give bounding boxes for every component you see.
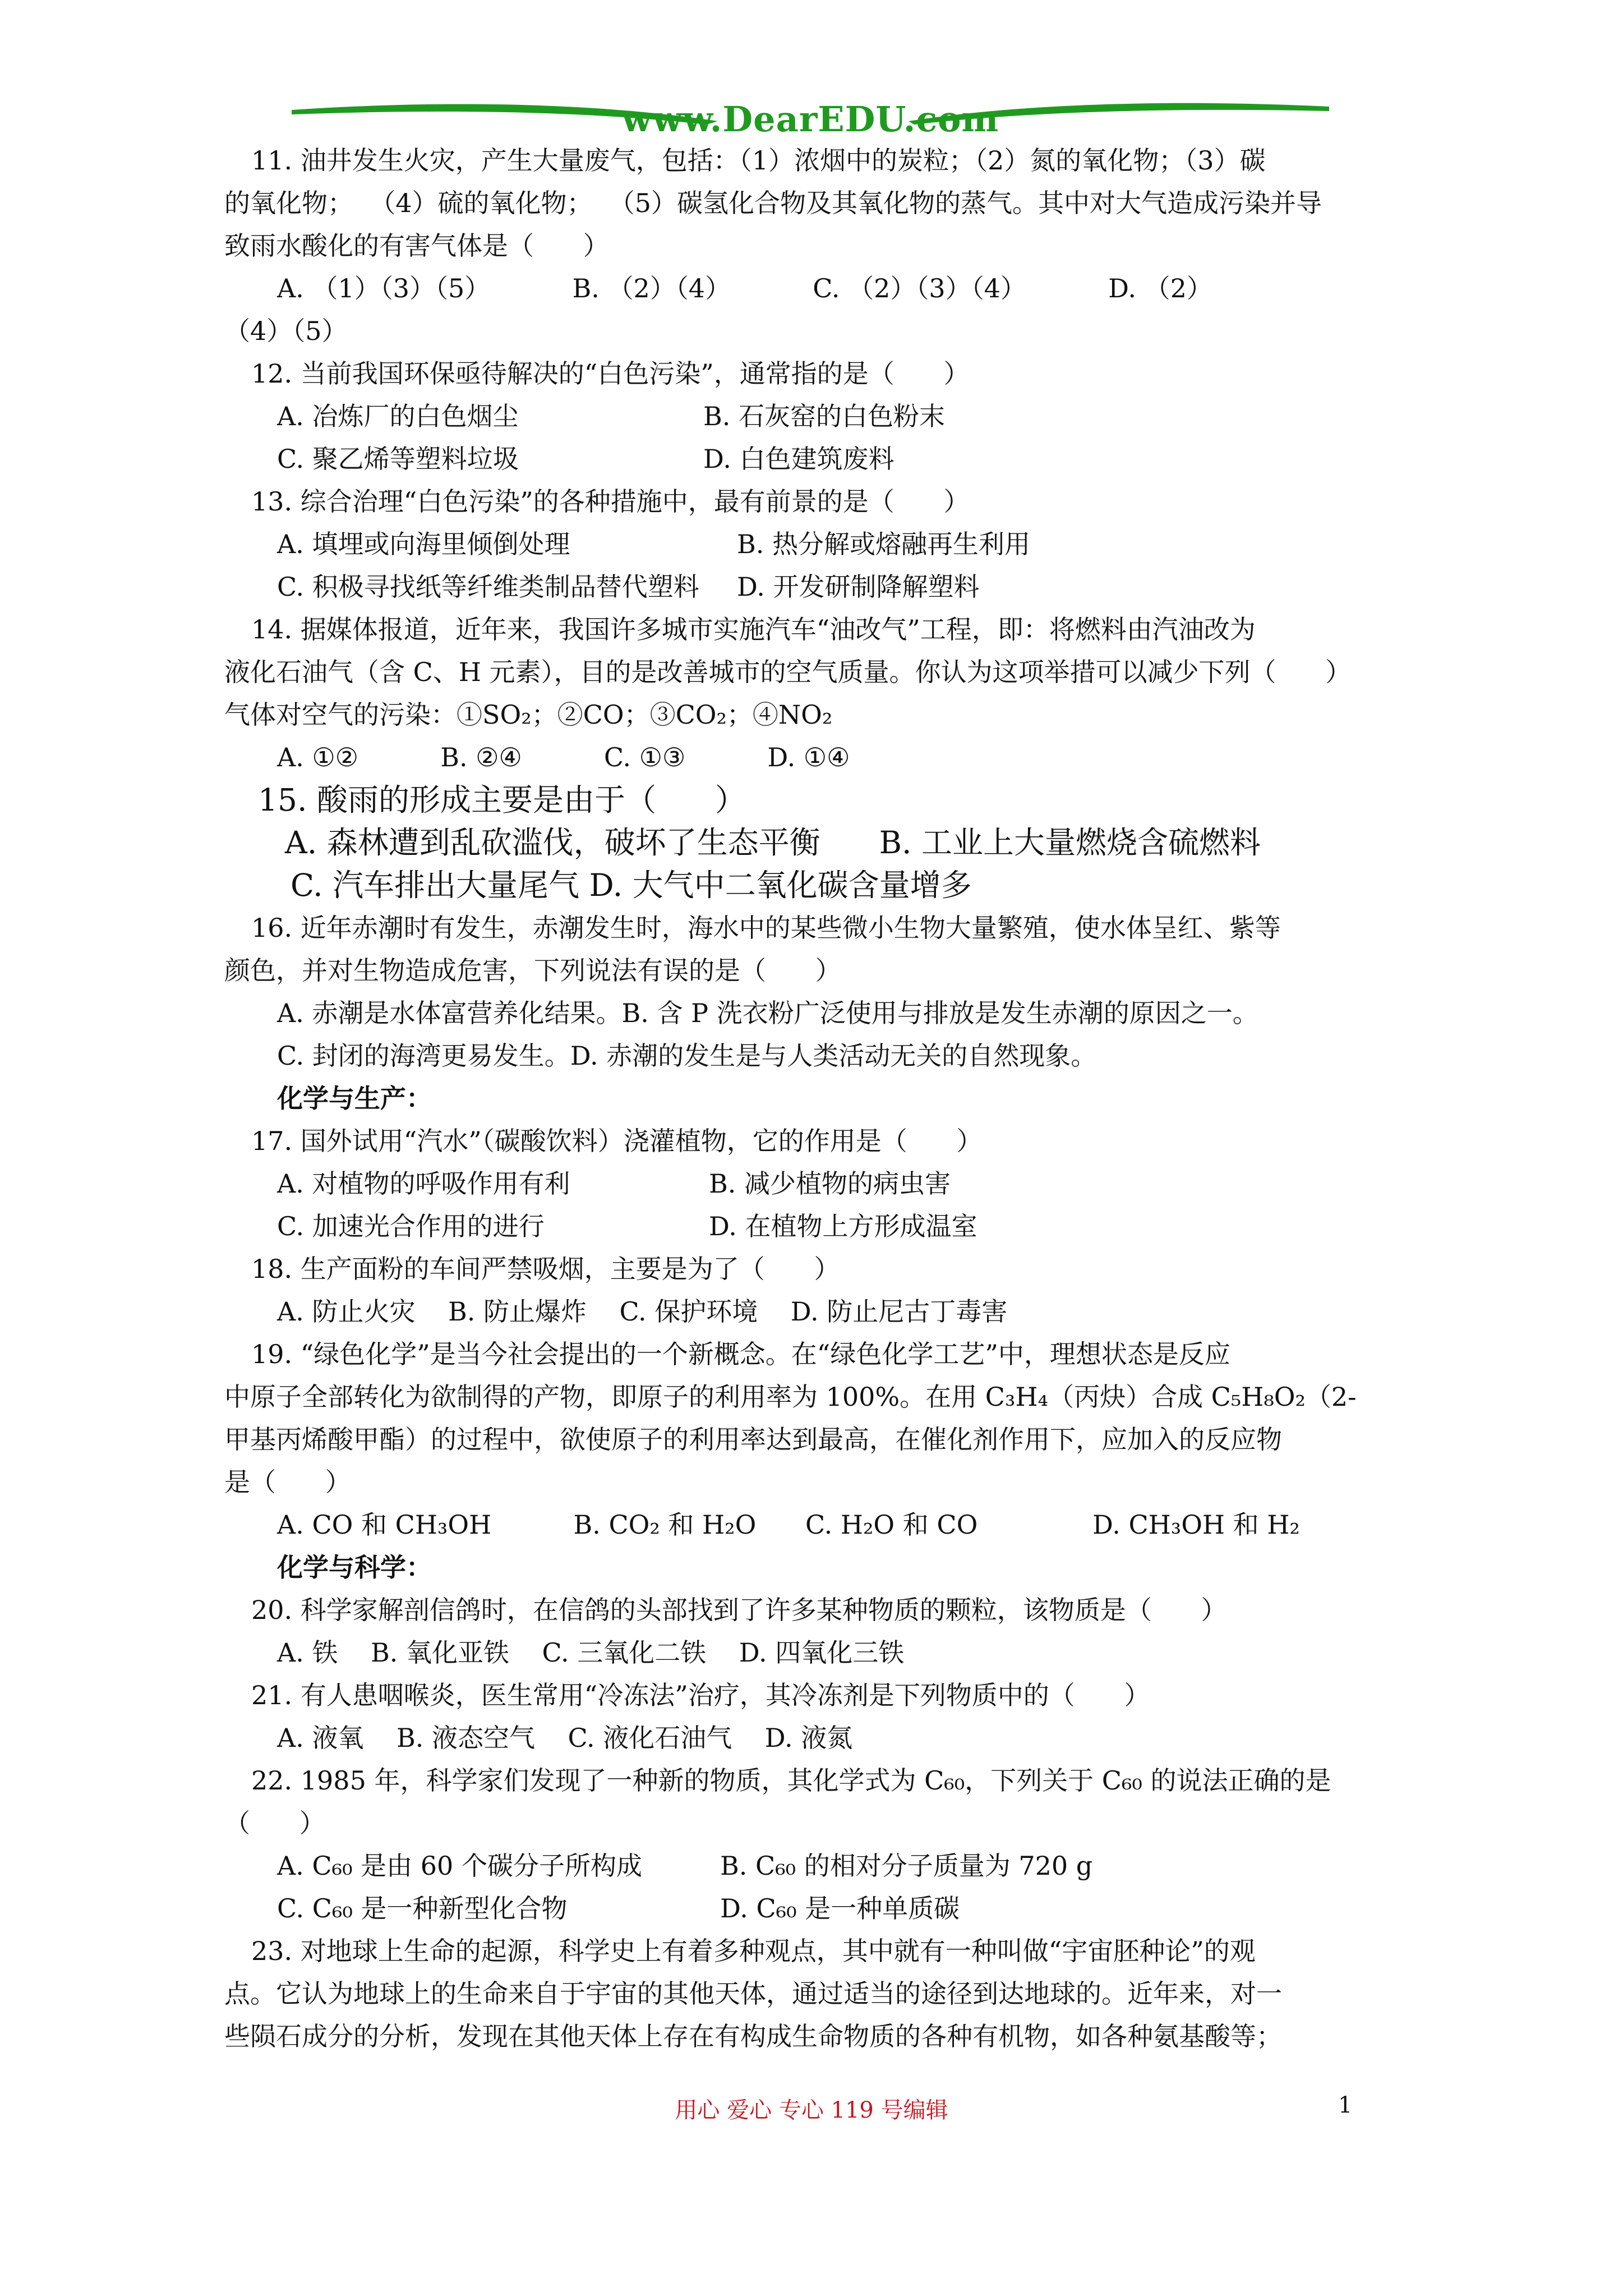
q14-line-1: 14. 据媒体报道，近年来，我国许多城市实施汽车“油改气”工程，即：将燃料由汽油改为 (251, 614, 1256, 645)
q13-options-row-2 (224, 565, 1436, 608)
q21-options: A. 液氧 B. 液态空气 C. 液化石油气 D. 液氮 (277, 1723, 853, 1753)
q21-stem: 21. 有人患咽喉炎，医生常用“冷冻法”治疗，其冷冻剂是下列物质中的（ ） (251, 1680, 1150, 1710)
q19-options: A. CO 和 CH₃OH B. CO₂ 和 H₂O C. H₂O 和 CO D. CH₃OH 和 H₂ (277, 1510, 1300, 1540)
header-banner (292, 95, 1329, 146)
q12-options-row-2 (224, 438, 1436, 480)
q18-stem: 18. 生产面粉的车间严禁吸烟，主要是为了（ ） (251, 1254, 840, 1284)
q13-stem: 13. 综合治理“白色污染”的各种措施中，最有前景的是（ ） (251, 486, 970, 517)
q13-options-row-1 (224, 523, 1436, 565)
q12-option-c: C. 聚乙烯等塑料垃圾 (277, 444, 519, 474)
q20-stem: 20. 科学家解剖信鸽时，在信鸽的头部找到了许多某种物质的颗粒，该物质是（ ） (251, 1595, 1227, 1625)
q14-line-2: 液化石油气（含 C、H 元素），目的是改善城市的空气质量。你认为这项举措可以减少下列（ ） (224, 657, 1352, 687)
q17-option-d: D. 在植物上方形成温室 (709, 1211, 978, 1241)
page-number: 1 (1338, 2092, 1353, 2118)
q12-option-d: D. 白色建筑废料 (703, 444, 895, 474)
q23-line-3: 些陨石成分的分析，发现在其他天体上存在有构成生命物质的各种有机物，如各种氨基酸等； (224, 2021, 1282, 2051)
q13-option-b: B. 热分解或熔融再生利用 (737, 529, 1031, 559)
q19-line-4: 是（ ） (224, 1467, 351, 1497)
q15-stem: 15. 酸雨的形成主要是由于（ ） (258, 782, 746, 818)
q14-line-3: 气体对空气的污染：①SO₂；②CO；③CO₂；④NO₂ (224, 700, 833, 730)
q11-line-2: 的氧化物； （4）硫的氧化物； （5）碳氢化合物及其氧化物的蒸气。其中对大气造成污染并导 (224, 188, 1322, 218)
q22-line-1: 22. 1985 年，科学家们发现了一种新的物质，其化学式为 C₆₀，下列关于 C₆₀ 的说法正确的是 (251, 1765, 1331, 1796)
q11-options: A. （1）（3）（5） B. （2）（4） C. （2）（3）（4） D. （2） (277, 273, 1212, 303)
q13-option-d: D. 开发研制降解塑料 (737, 572, 980, 602)
q22-option-b: B. C₆₀ 的相对分子质量为 720 g (720, 1851, 1093, 1881)
q12-stem: 12. 当前我国环保亟待解决的“白色污染”，通常指的是（ ） (251, 358, 970, 389)
q12-option-b: B. 石灰窑的白色粉末 (703, 401, 946, 431)
q22-option-c: C. C₆₀ 是一种新型化合物 (277, 1893, 568, 1924)
q17-options-row-1 (224, 1162, 1436, 1205)
site-url[interactable]: www.DearEDU.com (621, 99, 999, 140)
q17-option-b: B. 减少植物的病虫害 (709, 1168, 951, 1199)
q14-options: A. ①② B. ②④ C. ①③ D. ①④ (277, 742, 850, 772)
q15-options-row-2: C. 汽车排出大量尾气 D. 大气中二氧化碳含量增多 (291, 867, 972, 903)
q22-line-2: （ ） (224, 1808, 325, 1838)
footer-text: 用心 爱心 专心 119 号编辑 (675, 2097, 948, 2123)
q16-options-row-2: C. 封闭的海湾更易发生。D. 赤潮的发生是与人类活动无关的自然现象。 (277, 1041, 1097, 1071)
q22-option-d: D. C₆₀ 是一种单质碳 (720, 1893, 960, 1924)
questions-body (224, 139, 1436, 2058)
section-heading-production: 化学与生产： (277, 1083, 432, 1114)
q20-options: A. 铁 B. 氧化亚铁 C. 三氧化二铁 D. 四氧化三铁 (277, 1637, 905, 1668)
q16-line-1: 16. 近年赤潮时有发生，赤潮发生时，海水中的某些微小生物大量繁殖，使水体呈红、紫等 (251, 913, 1281, 943)
q11-line-1: 11. 油井发生火灾，产生大量废气，包括：（1）浓烟中的炭粒；（2）氮的氧化物；（3）碳 (251, 145, 1266, 176)
q11-options-cont: （4）（5） (224, 316, 348, 346)
q13-option-a: A. 填埋或向海里倾倒处理 (277, 529, 570, 559)
q22-options-row-1 (224, 1844, 1436, 1887)
q12-options-row-1 (224, 395, 1436, 438)
q23-line-1: 23. 对地球上生命的起源，科学史上有着多种观点，其中就有一种叫做“宇宙胚种论”的观 (251, 1936, 1256, 1966)
q11-line-3: 致雨水酸化的有害气体是（ ） (224, 231, 609, 261)
q23-line-2: 点。它认为地球上的生命来自于宇宙的其他天体，通过适当的途径到达地球的。近年来，对一 (224, 1978, 1282, 2009)
q19-line-1: 19. “绿色化学”是当今社会提出的一个新概念。在“绿色化学工艺”中，理想状态是反应 (251, 1339, 1230, 1369)
q12-option-a: A. 冶炼厂的白色烟尘 (277, 401, 519, 431)
q16-options-row-1: A. 赤潮是水体富营养化结果。B. 含 P 洗衣粉广泛使用与排放是发生赤潮的原因之一。 (277, 998, 1258, 1028)
q19-line-2: 中原子全部转化为欲制得的产物，即原子的利用率为 100%。在用 C₃H₄（丙炔）合成 C₅H₈O₂（2- (224, 1382, 1357, 1412)
q17-stem: 17. 国外试用“汽水”（碳酸饮料）浇灌植物，它的作用是（ ） (251, 1126, 983, 1156)
q22-options-row-2 (224, 1887, 1436, 1930)
q18-options: A. 防止火灾 B. 防止爆炸 C. 保护环境 D. 防止尼古丁毒害 (277, 1296, 1008, 1327)
section-heading-science: 化学与科学： (277, 1552, 432, 1582)
q19-line-3: 甲基丙烯酸甲酯）的过程中，欲使原子的利用率达到最高，在催化剂作用下，应加入的反应物 (224, 1424, 1282, 1455)
q22-option-a: A. C₆₀ 是由 60 个碳分子所构成 (277, 1851, 642, 1881)
q17-options-row-2 (224, 1205, 1436, 1248)
q17-option-a: A. 对植物的呼吸作用有利 (277, 1168, 570, 1199)
q15-options-row-1: A. 森林遭到乱砍滥伐，破坏了生态平衡 B. 工业上大量燃烧含硫燃料 (285, 825, 1261, 861)
q13-option-c: C. 积极寻找纸等纤维类制品替代塑料 (277, 572, 699, 602)
q16-line-2: 颜色，并对生物造成危害，下列说法有误的是（ ） (224, 955, 841, 986)
q17-option-c: C. 加速光合作用的进行 (277, 1211, 545, 1241)
